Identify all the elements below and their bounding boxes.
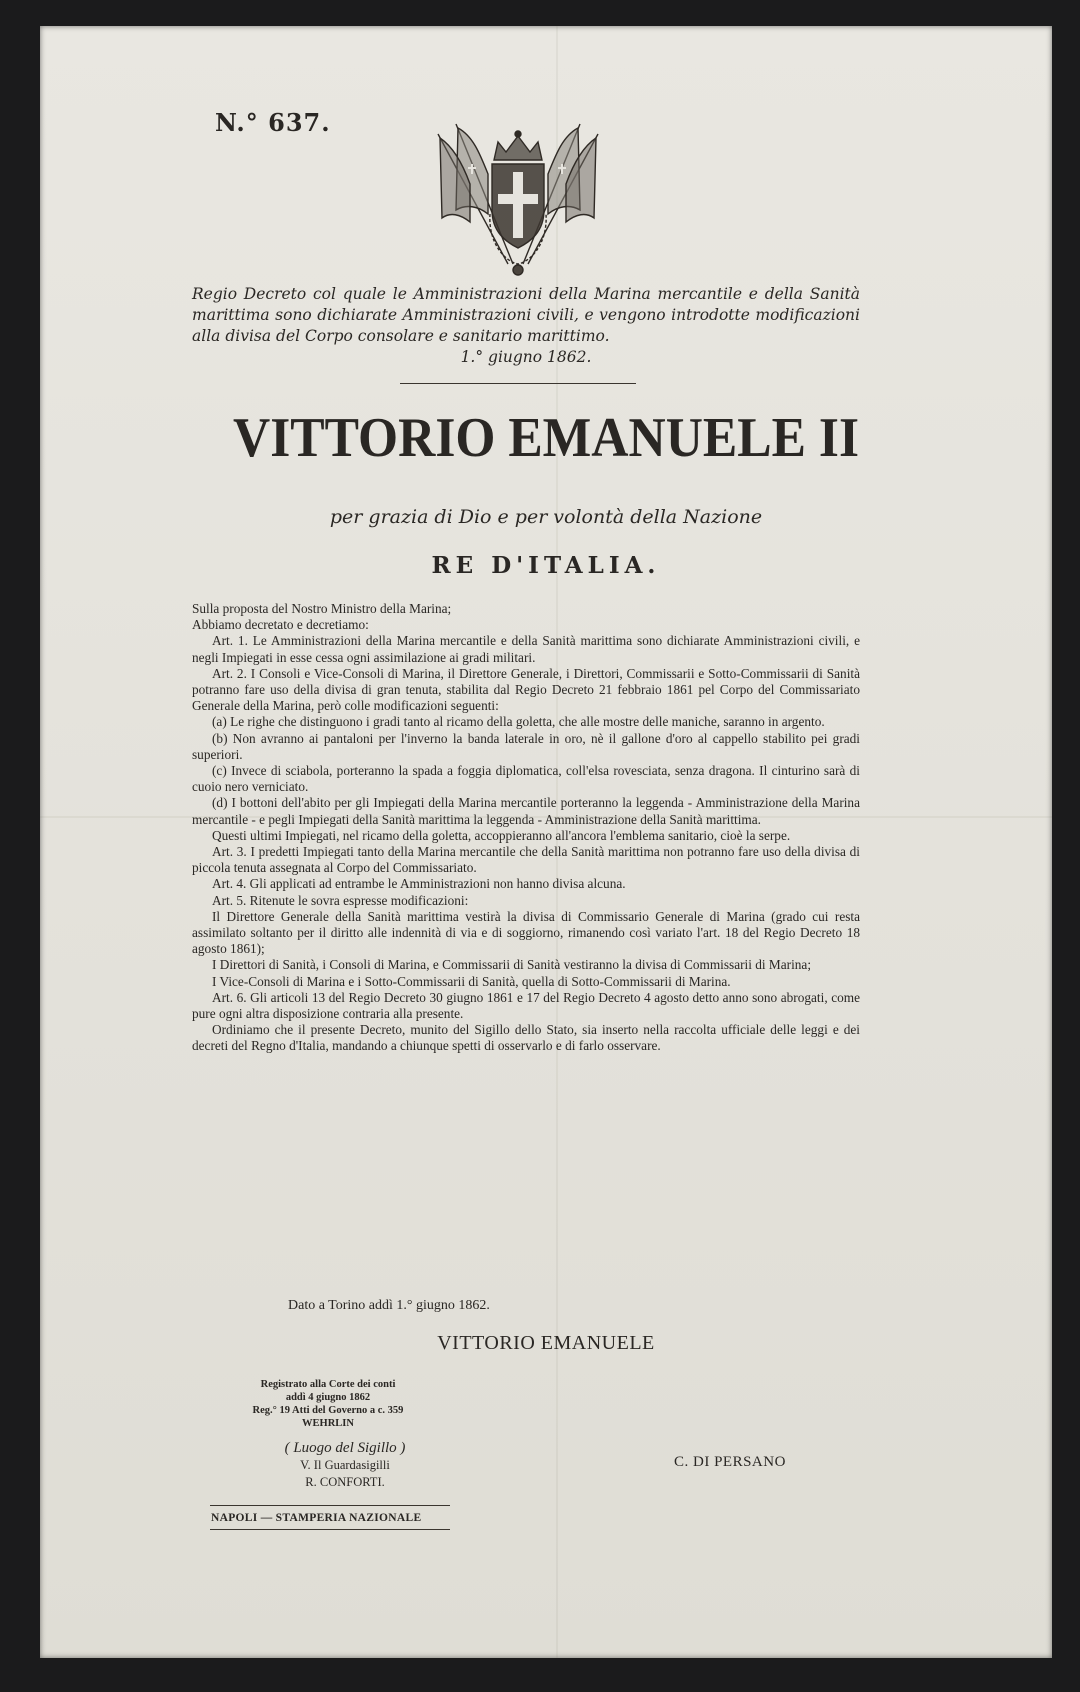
body-paragraph: Art. 5. Ritenute le sovra espresse modificazioni: bbox=[212, 892, 469, 908]
countersignature: C. DI PERSANO bbox=[674, 1454, 786, 1470]
printer-imprint: NAPOLI — STAMPERIA NAZIONALE bbox=[211, 1512, 422, 1524]
body-paragraph: Sulla proposta del Nostro Ministro della Marina; bbox=[192, 601, 452, 616]
grace-formula: per grazia di Dio e per volontà della Nazione bbox=[329, 506, 763, 528]
body-paragraph: Art. 4. Gli applicati ad entrambe le Amministrazioni non hanno divisa alcuna. bbox=[212, 876, 626, 892]
given-at-line: Dato a Torino addì 1.° giugno 1862. bbox=[288, 1298, 490, 1313]
body-paragraph: (b) Non avranno ai pantaloni per l'inverno la banda laterale in oro, nè il gallone d'oro al cappello stabilito pei gradi superiori. bbox=[192, 730, 860, 762]
registration-line: Registrato alla Corte dei conti bbox=[260, 1379, 396, 1390]
body-paragraph: Art. 3. I predetti Impiegati tanto della Marina mercantile che della Sanità marittima non potranno fare uso della divisa di piccola tenuta assegnata al Corpo del Commissariato. bbox=[192, 844, 860, 876]
body-paragraph: Il Direttore Generale della Sanità marittima vestirà la divisa di Commissario Generale di Marina (grado cui resta assimilato soltanto per il diritto alle indennità di via e di soggiorno, rimanendo così variato l'art. 18 del Regio Decreto 18 agosto 1861); bbox=[192, 908, 860, 957]
body-paragraph: Art. 6. Gli articoli 13 del Regio Decreto 30 giugno 1861 e 17 del Regio Decreto 4 agosto detto anno sono abrogati, come pure ogni altra disposizione contraria alla presente. bbox=[192, 989, 860, 1022]
registration-line: Reg.° 19 Atti del Governo a c. 359 bbox=[252, 1405, 404, 1416]
decree-date: 1.° giugno 1862. bbox=[460, 348, 592, 366]
body-paragraph: (a) Le righe che distinguono i gradi tanto al ricamo della goletta, che alle mostre delle maniche, saranno in argento. bbox=[212, 714, 825, 730]
body-paragraph: I Direttori di Sanità, i Consoli di Marina, e Commissarii di Sanità vestiranno la divisa di Commissarii di Marina; bbox=[212, 957, 812, 973]
body-paragraph: (d) I bottoni dell'abito per gli Impiegati della Marina mercantile porteranno la leggenda - Amministrazione della Marina mercantile - e pegli Impiegati della Sanità marittima la leggenda - Amministrazione della Sanità marittima. bbox=[192, 795, 860, 827]
body-paragraph: I Vice-Consoli di Marina e i Sotto-Commissarii di Sanità, quella di Sotto-Commissarii di Marina. bbox=[212, 973, 731, 989]
seal-block bbox=[230, 1440, 460, 1491]
registration-line: WEHRLIN bbox=[302, 1418, 354, 1429]
decree-subject bbox=[192, 284, 860, 368]
divider-rule bbox=[210, 1529, 450, 1530]
king-signature: VITTORIO EMANUELE bbox=[437, 1332, 655, 1354]
body-paragraph: Art. 2. I Consoli e Vice-Consoli di Marina, il Direttore Generale, i Direttori, Commissarii e Sotto-Commissarii di Sanità potranno fare uso della divisa di gran tenuta, stabilita dal Regio Decreto 21 febbraio 1861 pel Corpo del Commissariato Generale della Marina, però colle modificazioni seguenti: bbox=[192, 665, 860, 714]
body-paragraph: Art. 1. Le Amministrazioni della Marina mercantile e della Sanità marittima sono dichiarate Amministrazioni civili, e negli Impiegati in esse cessa ogni assimilazione ai gradi militari. bbox=[192, 633, 860, 665]
decree-body bbox=[192, 601, 860, 1055]
savoy-coat-of-arms-icon bbox=[418, 114, 618, 284]
seal-place: ( Luogo del Sigillo ) bbox=[284, 1440, 406, 1456]
decree-subject-text: Regio Decreto col quale le Amministrazioni della Marina mercantile e della Sanità marittima sono dichiarate Amministrazioni civili, e vengono introdotte modificazioni alla divisa del Corpo consolare e sanitario marittimo. bbox=[192, 285, 860, 345]
realm-title: RE D'ITALIA. bbox=[431, 552, 661, 579]
divider-rule bbox=[210, 1505, 450, 1506]
registration-line: addì 4 giugno 1862 bbox=[285, 1392, 371, 1403]
registration-note bbox=[208, 1378, 448, 1430]
body-paragraph: Questi ultimi Impiegati, nel ricamo della goletta, accoppieranno all'ancora l'emblema sanitario, cioè la serpe. bbox=[212, 827, 791, 843]
keeper-of-seals: V. Il Guardasigilli bbox=[300, 1458, 390, 1472]
divider-rule bbox=[400, 383, 636, 384]
king-name-heading: VITTORIO EMANUELE II bbox=[232, 407, 860, 469]
keeper-name: R. CONFORTI. bbox=[305, 1475, 385, 1489]
body-paragraph: (c) Invece di sciabola, porteranno la spada a foggia diplomatica, coll'elsa rovesciata, senza dragona. Il cinturino sarà di cuoio nero verniciato. bbox=[192, 763, 860, 795]
body-paragraph: Abbiamo decretato e decretiamo: bbox=[192, 617, 369, 633]
document-number: N.° 637. bbox=[215, 108, 331, 137]
decree-sheet bbox=[40, 26, 1052, 1658]
body-paragraph: Ordiniamo che il presente Decreto, munito del Sigillo dello Stato, sia inserto nella raccolta ufficiale delle leggi e dei decreti del Regno d'Italia, mandando a chiunque spetti di osservarlo e di farlo osservare. bbox=[192, 1022, 860, 1054]
